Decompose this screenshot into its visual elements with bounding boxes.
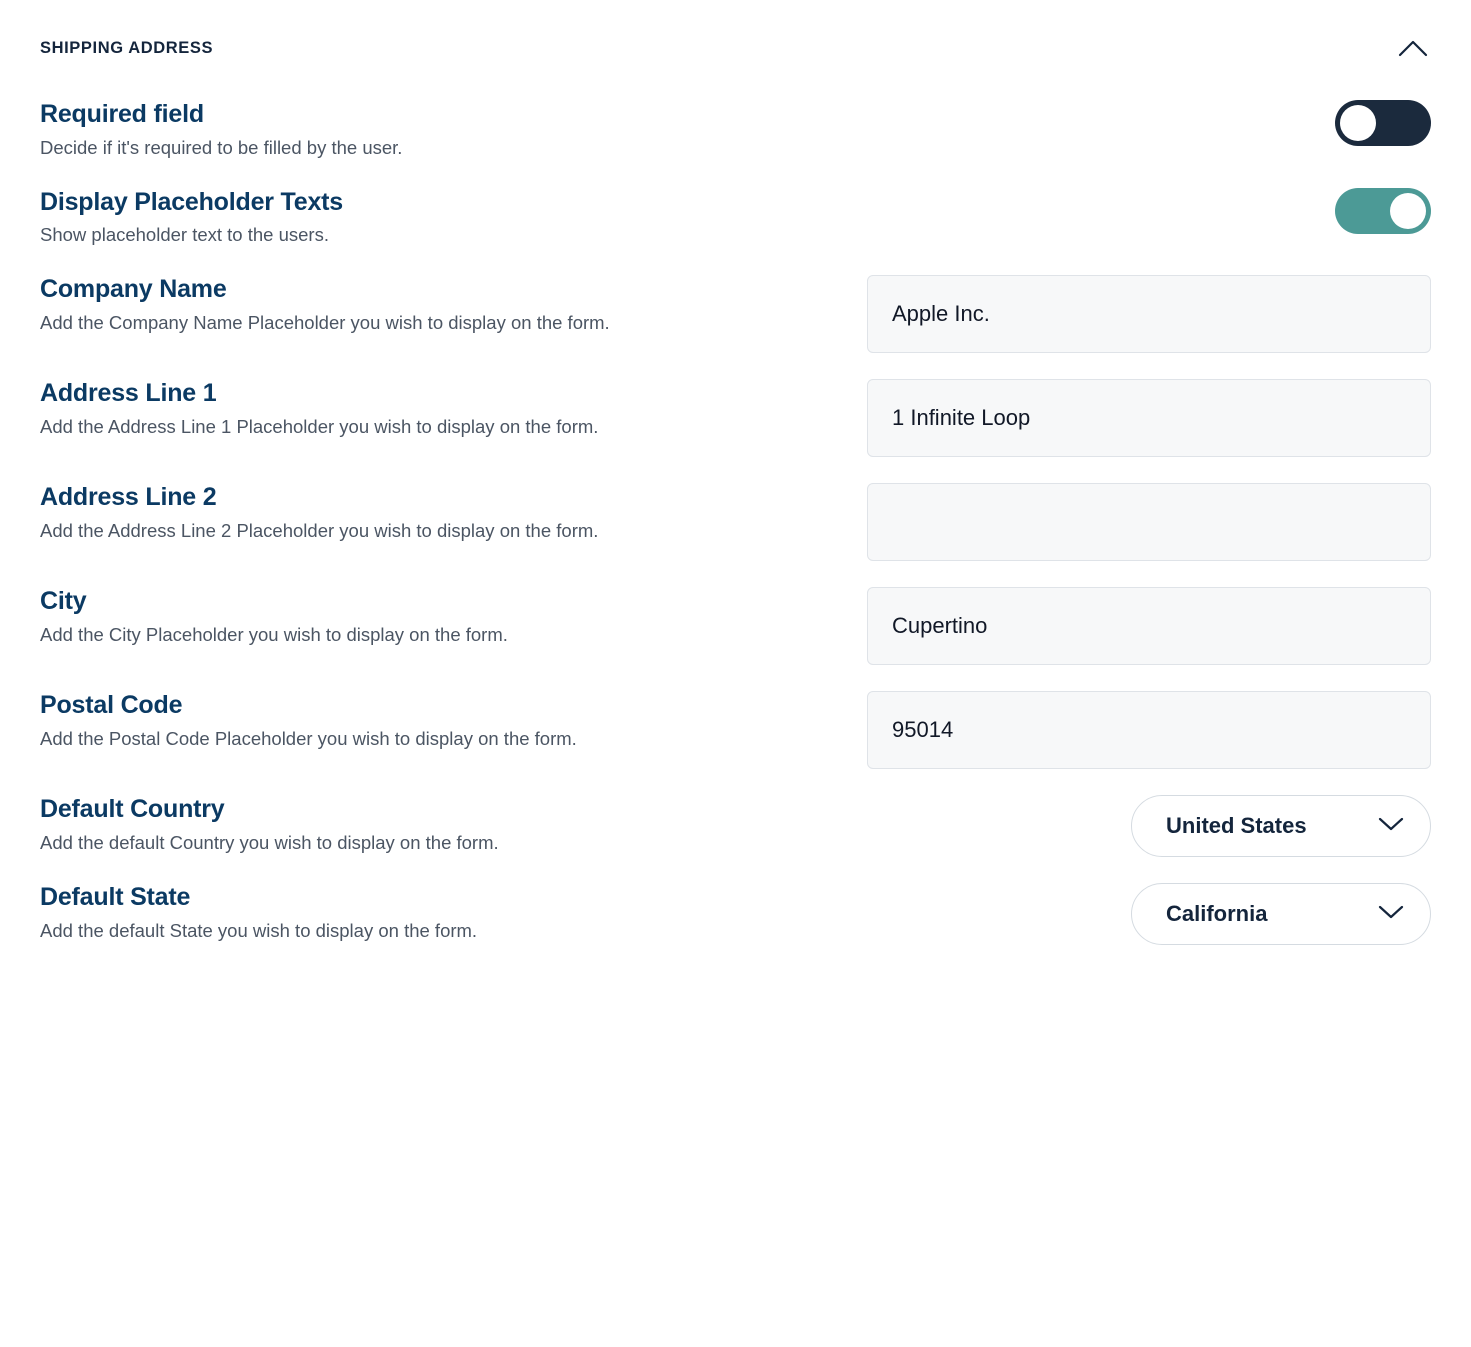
setting-row-default-country <box>40 795 1431 857</box>
city-input[interactable] <box>867 587 1431 665</box>
setting-control <box>660 587 1431 665</box>
display-placeholder-texts-toggle[interactable] <box>1335 188 1431 234</box>
setting-control <box>660 379 1431 457</box>
required-field-toggle[interactable] <box>1335 100 1431 146</box>
setting-title: Default State <box>40 883 191 912</box>
default-country-select[interactable] <box>1131 795 1431 857</box>
setting-title: Address Line 1 <box>40 379 217 408</box>
setting-description: Add the default Country you wish to display on the form. <box>40 831 499 853</box>
setting-row-company-name <box>40 275 1431 353</box>
toggle-knob <box>1390 193 1426 229</box>
setting-description: Decide if it's required to be filled by the user. <box>40 136 403 158</box>
toggle-knob <box>1340 105 1376 141</box>
setting-description: Add the Address Line 2 Placeholder you wish to display on the form. <box>40 519 599 541</box>
setting-label-group <box>40 379 660 441</box>
setting-description: Add the Postal Code Placeholder you wish to display on the form. <box>40 727 577 749</box>
setting-row-required-field <box>40 100 1431 162</box>
default-country-value: United States <box>1166 813 1307 839</box>
setting-control <box>660 483 1431 561</box>
setting-description: Add the Company Name Placeholder you wish to display on the form. <box>40 311 610 333</box>
setting-description: Add the Address Line 1 Placeholder you wish to display on the form. <box>40 415 599 437</box>
setting-label-group <box>40 100 660 162</box>
setting-control <box>660 100 1431 146</box>
setting-label-group <box>40 483 660 545</box>
address-line-2-input[interactable] <box>867 483 1431 561</box>
setting-title: Postal Code <box>40 691 183 720</box>
setting-title: Company Name <box>40 275 227 304</box>
setting-label-group <box>40 691 660 753</box>
setting-control <box>660 188 1431 234</box>
setting-label-group <box>40 188 660 250</box>
setting-label-group <box>40 275 660 337</box>
postal-code-input[interactable] <box>867 691 1431 769</box>
section-header <box>40 0 1431 76</box>
setting-row-postal-code <box>40 691 1431 769</box>
setting-description: Show placeholder text to the users. <box>40 224 329 246</box>
chevron-down-icon <box>1378 816 1404 837</box>
setting-label-group <box>40 883 660 945</box>
setting-row-address-line-1 <box>40 379 1431 457</box>
setting-title: Display Placeholder Texts <box>40 187 343 216</box>
setting-title: Required field <box>40 100 204 128</box>
setting-description: Add the default State you wish to display on the form. <box>40 919 478 941</box>
default-state-value: California <box>1166 901 1268 927</box>
setting-control <box>660 883 1431 945</box>
company-name-input[interactable] <box>867 275 1431 353</box>
setting-row-default-state <box>40 883 1431 945</box>
setting-title: Address Line 2 <box>40 483 217 512</box>
setting-description: Add the City Placeholder you wish to display on the form. <box>40 623 508 645</box>
setting-row-city <box>40 587 1431 665</box>
default-state-select[interactable] <box>1131 883 1431 945</box>
chevron-down-icon <box>1378 904 1404 925</box>
setting-label-group <box>40 795 660 857</box>
setting-control <box>660 275 1431 353</box>
setting-title: Default Country <box>40 795 225 824</box>
setting-control <box>660 691 1431 769</box>
setting-row-display-placeholder-texts <box>40 188 1431 250</box>
setting-label-group <box>40 587 660 649</box>
setting-row-address-line-2 <box>40 483 1431 561</box>
section-title: SHIPPING ADDRESS <box>40 38 214 57</box>
chevron-up-icon[interactable] <box>1395 33 1431 63</box>
setting-control <box>660 795 1431 857</box>
setting-title: City <box>40 587 87 616</box>
address-line-1-input[interactable] <box>867 379 1431 457</box>
